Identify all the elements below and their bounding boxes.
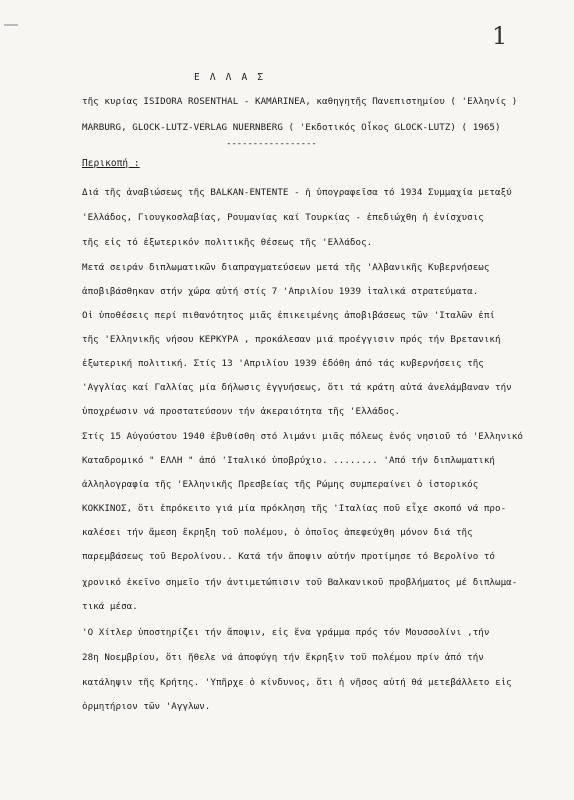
body-line: Καταδρομικό " ΕΛΛΗ " ἀπό 'Ιταλικό ὑποβρύχιο. ........ 'Από τήν διπλωματική	[82, 455, 496, 466]
body-line: 'Αγγλίας καί Γαλλίας μία δήλωσις ἐγγυήσεως, ὅτι τά κράτη αὐτά ἀνελάμβαναν τήν	[82, 382, 512, 393]
scan-mark	[4, 24, 18, 26]
subtitle-line-2: MARBURG, GLOCK-LUTZ-VERLAG NUERNBERG ( 'Εκδοτικός Οἶκος GLOCK-LUTZ) ( 1965)	[82, 122, 501, 133]
body-line: Διά τῆς ἀναβιώσεως τῆς BALKAN-ENTENTE - ἡ ὑπογραφεῖσα τό 1934 Συμμαχία μεταξύ	[82, 187, 512, 198]
body-line: ἀλληλογραφία τῆς 'Ελληνικῆς Πρεσβείας τῆς Ρώμης συμπεραίνει ὁ ἱστορικός	[82, 479, 479, 490]
body-line: 28η Νοεμβρίου, ὅτι ἤθελε νά ἀποφύγη τήν ἔκρηξιν τοῦ πολέμου πρίν ἀπό τήν	[82, 652, 484, 663]
document-title: Ε Λ Λ Α Σ	[194, 72, 266, 83]
subtitle-line-1: τῆς κυρίας ISIDORA ROSENTHAL - KAMARINEA, καθηγητῆς Πανεπιστημίου ( 'Ελληνίς )	[82, 96, 518, 107]
body-line: ΚΟΚΚΙΝΟΣ, ὅτι ἐπρόκειτο γιά μία πρόκληση τῆς 'Ιταλίας ποῦ εἶχε σκοπό νά προ-	[82, 503, 507, 514]
body-line: 'Ελλάδος, Γιουγκοσλαβίας, Ρουμανίας καί Τουρκίας - ἐπεδιώχθη ἡ ἐνίσχυσις	[82, 212, 484, 223]
body-line: 'Ο Χίτλερ ὑποστηρίζει τήν ἄποψιν, εἰς ἕνα γράμμα πρός τόν Μουσσολίνι ,τήν	[82, 627, 490, 638]
body-line: Μετά σειράν διπλωματικῶν διαπραγματεύσεων μετά τῆς 'Αλβανικῆς Κυβερνήσεως	[82, 262, 490, 273]
separator-line: -----------------	[226, 138, 317, 149]
body-line: χρονικό ἐκεῖνο σημεῖο τήν ἀντιμετώπισιν τοῦ Βαλκανικοῦ προβλήματος μέ διπλωμα-	[82, 577, 518, 588]
body-line: ἐξωτερική πολιτική. Στίς 13 'Απριλίου 1939 ἐδόθη ἀπό τάς κυβερνήσεις τῆς	[82, 358, 484, 369]
body-line: ἀποβιβάσθηκαν στήν χώρα αὐτή στίς 7 'Απριλίου 1939 ἰταλικά στρατεύματα.	[82, 286, 479, 297]
body-line: τικά μέσα.	[82, 601, 138, 612]
body-line: Στίς 15 Αὐγούστου 1940 ἐβυθίσθη στό λιμάνι μιᾶς πόλεως ἑνός νησιοῦ τό 'Ελληνικό	[82, 431, 523, 442]
body-line: Οἱ ὑποθέσεις περί πιθανότητος μιᾶς ἐπικειμένης ἀποβιβάσεως τῶν 'Ιταλῶν ἐπί	[82, 310, 496, 321]
body-line: ὁρμητήριον τῶν 'Αγγλων.	[82, 701, 211, 712]
section-heading: Περικοπή :	[82, 158, 140, 169]
body-line: κατάληψιν τῆς Κρήτης. 'Υπῆρχε ὁ κίνδυνος, ὅτι ἡ νῆσος αὐτή θά μετεβάλλετο εἰς	[82, 677, 512, 688]
body-line: ὑποχρέωσιν νά προστατεύσουν τήν ἀκεραιότητα τῆς 'Ελλάδος.	[82, 406, 401, 417]
body-line: τῆς εἰς τό ἐξωτερικόν πολιτικῆς θέσεως τῆς 'Ελλάδος.	[82, 237, 373, 248]
body-line: παρεμβάσεως τοῦ Βερολίνου.. Κατά τήν ἄποψιν αὐτήν προτίμησε τό Βερολίνο τό	[82, 551, 496, 562]
body-line: τῆς 'Ελληνικῆς νήσου ΚΕΡΚΥΡΑ , προκάλεσαν μιά προέγγισιν πρός τήν Βρετανική	[82, 334, 501, 345]
page-number: 1	[492, 22, 508, 50]
body-line: καλέσει τήν ἄμεση ἔκρηξη τοῦ πολέμου, ὁ ὁποῖος ἀπεφεύχθη μόνον διά τῆς	[82, 527, 473, 538]
